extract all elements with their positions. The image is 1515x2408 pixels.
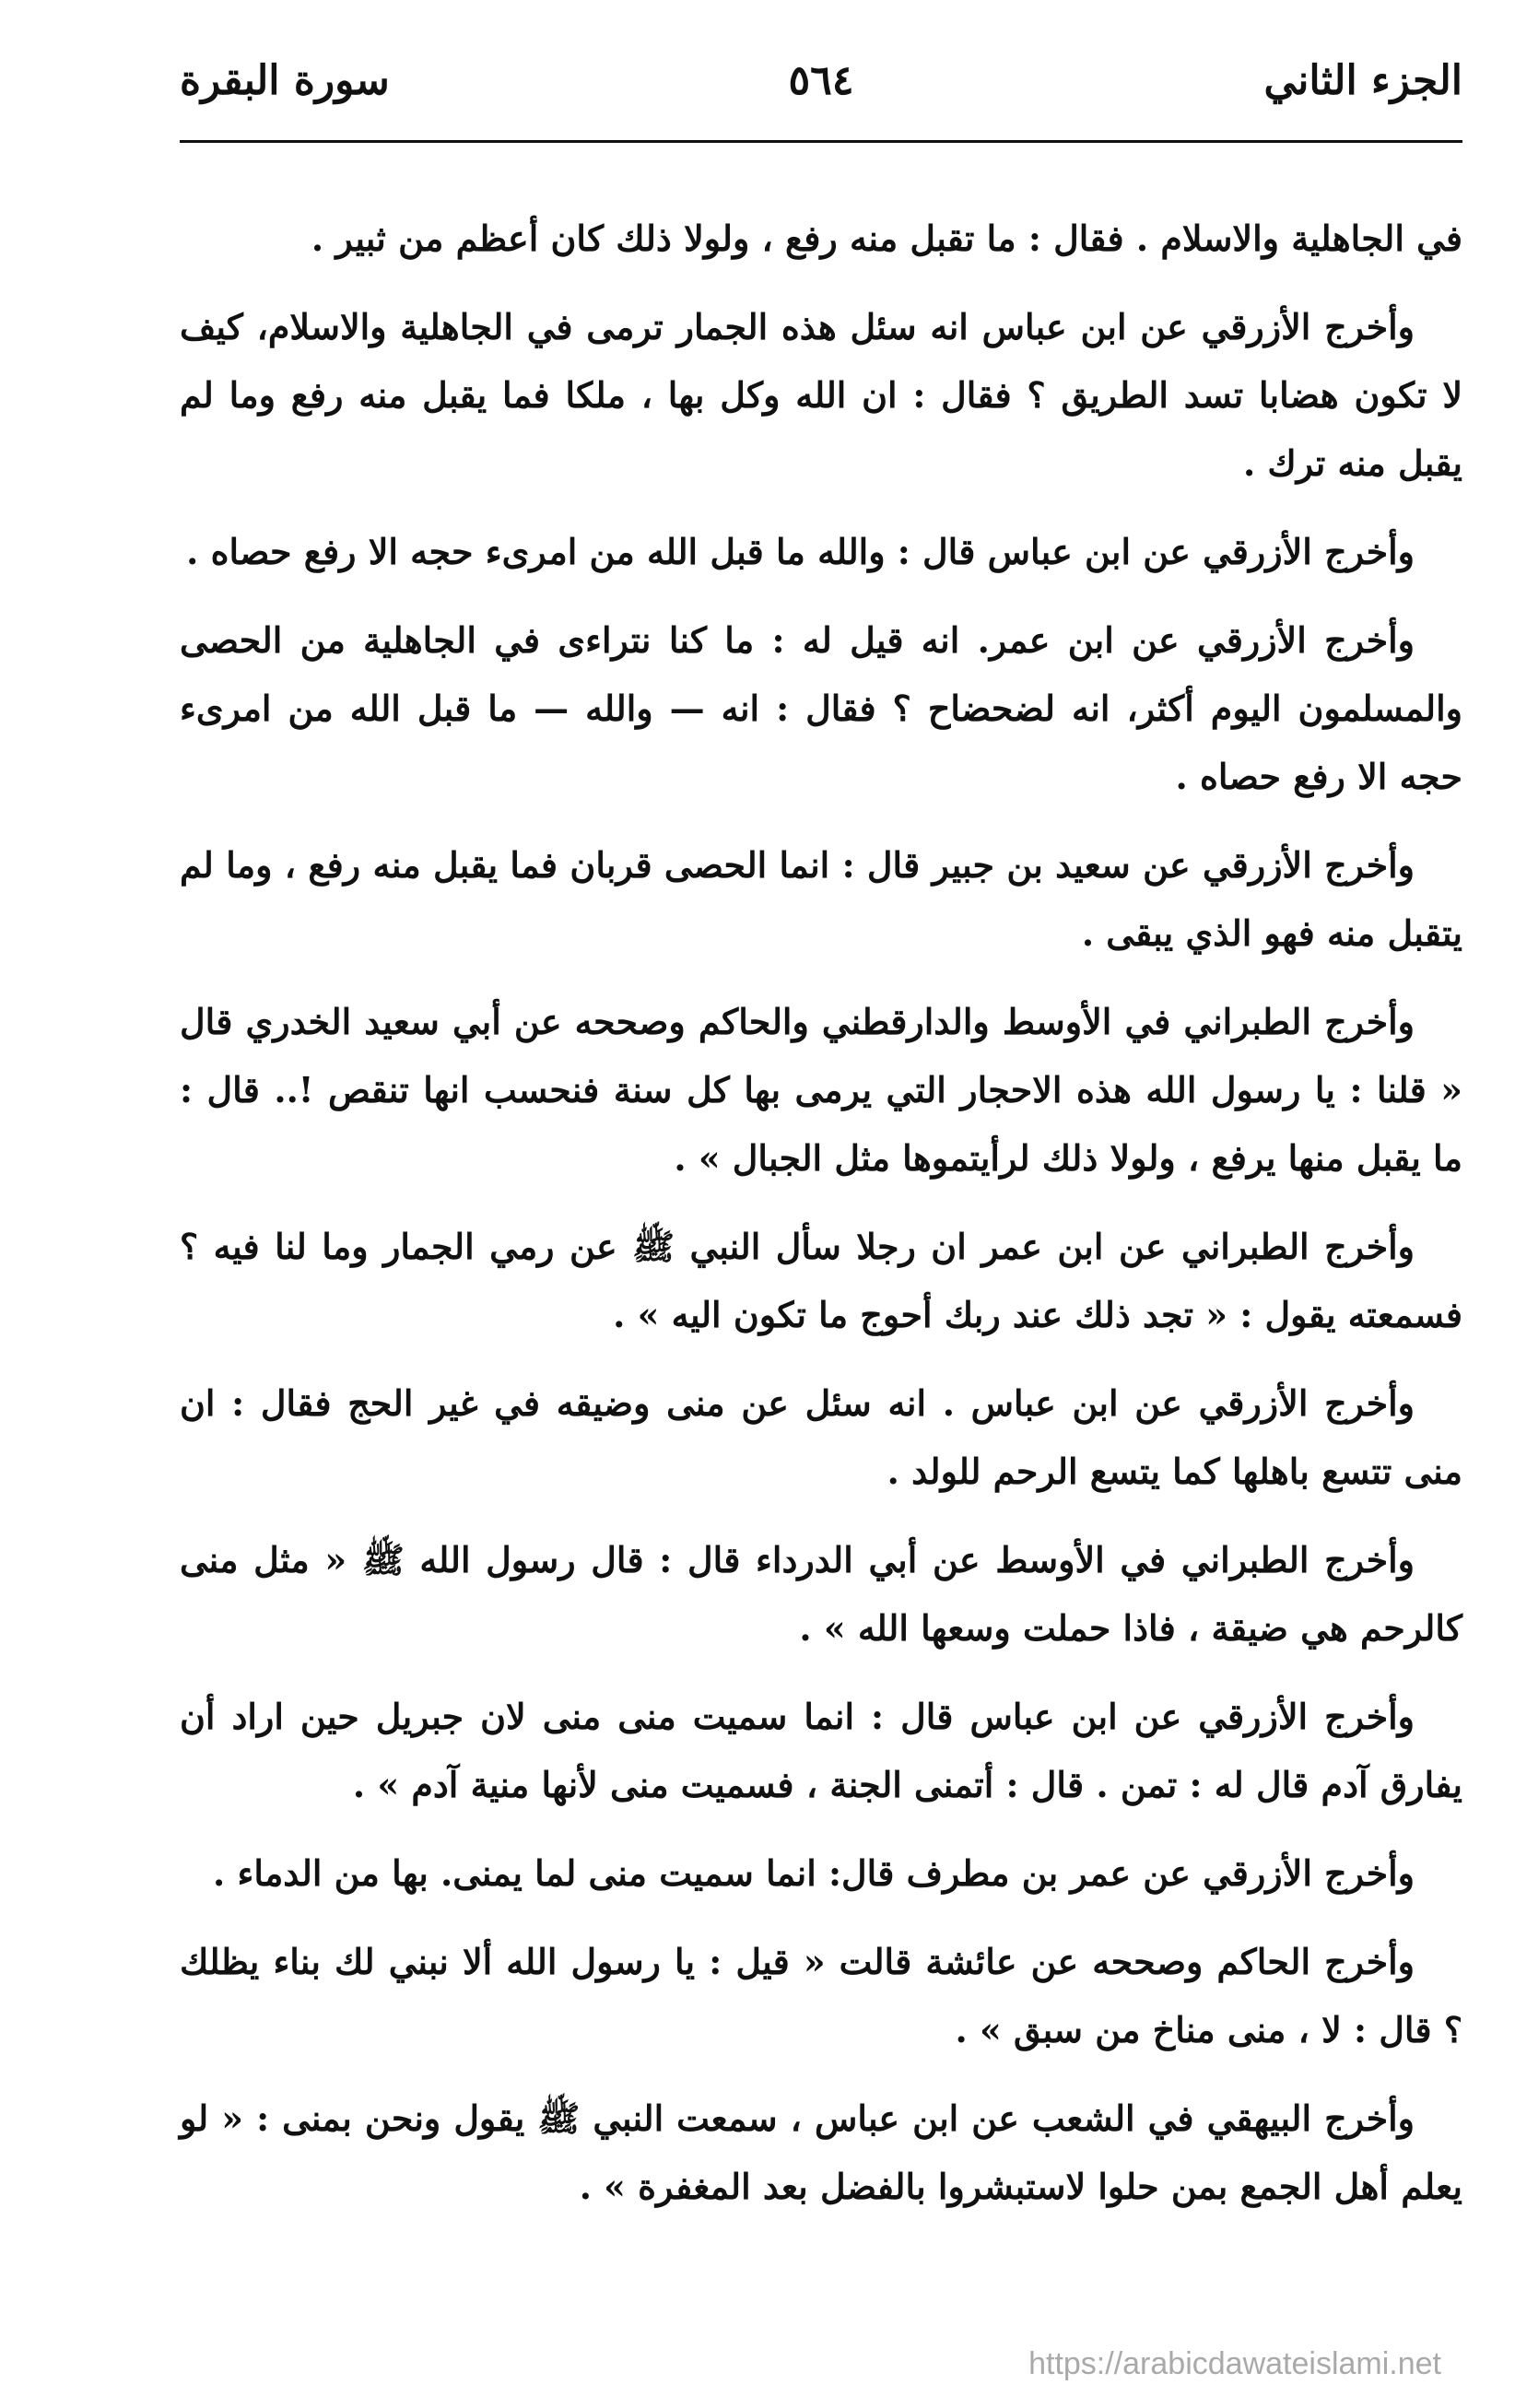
page-body (180, 205, 1462, 2241)
paragraph: وأخرج الأزرقي عن عمر بن مطرف قال: انما سميت منى لما يمنى. بها من الدماء . (213, 1852, 1415, 1894)
paragraph: في الجاهلية والاسلام . فقال : ما تقبل منه رفع ، ولولا ذلك كان أعظم من ثبير . (311, 217, 1462, 259)
paragraph: وأخرج الطبراني في الأوسط عن أبي الدرداء قال : قال رسول الله ﷺ « مثل منى كالرحم هي ضيقة ، فاذا حملت وسعها الله » . (180, 1539, 1462, 1649)
paragraph: وأخرج الأزرقي عن ابن عباس قال : والله ما قبل الله من امرىء حجه الا رفع حصاه . (186, 531, 1415, 572)
paragraph: وأخرج الأزرقي عن ابن عباس . انه سئل عن منى وضيقه في غير الحج فقال : ان منى تتسع باهلها كما يتسع الرحم للولد . (180, 1382, 1462, 1492)
paragraph: وأخرج الأزرقي عن ابن عمر. انه قيل له : ما كنا نتراءى في الجاهلية من الحصى والمسلمون اليوم أكثر، انه لضحضاح ؟ فقال : انه — والله — ما قبل الله من امرىء حجه الا رفع حصاه . (180, 619, 1462, 797)
paragraph: وأخرج الحاكم وصححه عن عائشة قالت « قيل : يا رسول الله ألا نبني لك بناء يظلك ؟ قال : لا ، منى مناخ من سبق » . (180, 1941, 1462, 2050)
paragraph: وأخرج الطبراني في الأوسط والدارقطني والحاكم وصححه عن أبي سعيد الخدري قال « قلنا : يا رسول الله هذه الاحجار التي يرمى بها كل سنة فنحسب انها تنقص !.. قال : ما يقبل منها يرفع ، ولولا ذلك لرأيتموها مثل الجبال » . (180, 1001, 1462, 1179)
header-rule (180, 140, 1462, 143)
surah-title: سورة البقرة (180, 57, 390, 104)
paragraph: وأخرج البيهقي في الشعب عن ابن عباس ، سمعت النبي ﷺ يقول ونحن بمنى : « لو يعلم أهل الجمع بمن حلوا لاستبشروا بالفضل بعد المغفرة » . (180, 2097, 1462, 2207)
page-number: ٥٦٤ (788, 57, 854, 104)
paragraph: وأخرج الأزرقي عن سعيد بن جبير قال : انما الحصى قربان فما يقبل منه رفع ، وما لم يتقبل منه فهو الذي يبقى . (180, 844, 1462, 954)
source-watermark: https://arabicdawateislami.net (1028, 2346, 1441, 2381)
part-title: الجزء الثاني (1263, 57, 1462, 104)
paragraph: وأخرج الطبراني عن ابن عمر ان رجلا سأل النبي ﷺ عن رمي الجمار وما لنا فيه ؟ فسمعته يقول : « تجد ذلك عند ربك أحوج ما تكون اليه » . (180, 1226, 1462, 1335)
paragraph: وأخرج الأزرقي عن ابن عباس انه سئل هذه الجمار ترمى في الجاهلية والاسلام، كيف لا تكون هضابا تسد الطريق ؟ فقال : ان الله وكل بها ، ملكا فما يقبل منه رفع وما لم يقبل منه ترك . (180, 306, 1462, 484)
paragraph: وأخرج الأزرقي عن ابن عباس قال : انما سميت منى منى لان جبريل حين اراد أن يفارق آدم قال له : تمن . قال : أتمنى الجنة ، فسميت منى لأنها منية آدم » . (180, 1696, 1462, 1805)
page-header (180, 57, 1462, 131)
